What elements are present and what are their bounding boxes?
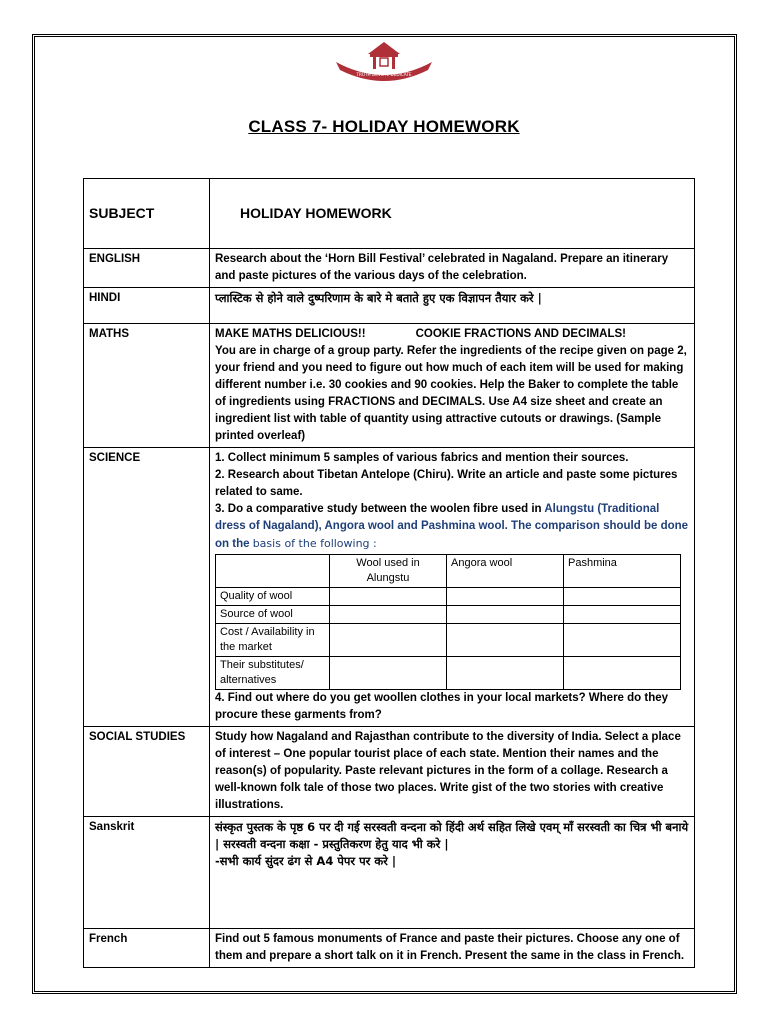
subject-social-studies: SOCIAL STUDIES xyxy=(84,727,210,817)
maths-headings xyxy=(215,326,689,343)
comparison-col-0 xyxy=(216,555,330,588)
comparison-cell xyxy=(564,588,681,606)
header-homework: HOLIDAY HOMEWORK xyxy=(210,179,695,249)
homework-french: Find out 5 famous monuments of France and paste their pictures. Choose any one of them and prepare a short talk on it in French. Present the same in the class in French. xyxy=(210,929,695,968)
comparison-row-label: Their substitutes/ alternatives xyxy=(216,657,330,690)
table-header-row xyxy=(84,179,695,249)
homework-sanskrit xyxy=(210,817,695,929)
row-hindi xyxy=(84,288,695,324)
comparison-cell xyxy=(564,657,681,690)
page-title: CLASS 7- HOLIDAY HOMEWORK xyxy=(248,117,520,136)
row-english xyxy=(84,249,695,288)
maths-heading-1: MAKE MATHS DELICIOUS!! xyxy=(215,328,366,340)
row-french xyxy=(84,929,695,968)
comparison-row xyxy=(216,624,681,657)
homework-science xyxy=(210,448,695,727)
subject-english: ENGLISH xyxy=(84,249,210,288)
comparison-col-1: Wool used in Alungstu xyxy=(330,555,447,588)
maths-text: You are in charge of a group party. Refer the ingredients of the recipe given on page 2, your friend and you need to figure out how much of each item will be used for making different number i.e. 30 cookies and 90 cookies. Help the Baker to complete the table of ingredients using FRACTIONS and DECIMALS. Use A4 size sheet and create an ingredient list with table of quantity using attractive cutouts or drawings. (Sample printed overleaf) xyxy=(215,345,687,442)
comparison-row xyxy=(216,657,681,690)
homework-table xyxy=(83,178,695,968)
comparison-cell xyxy=(447,657,564,690)
comparison-row xyxy=(216,606,681,624)
comparison-cell xyxy=(564,606,681,624)
comparison-row-label: Quality of wool xyxy=(216,588,330,606)
comparison-cell xyxy=(447,606,564,624)
row-sanskrit xyxy=(84,817,695,929)
science-item-3-a: 3. Do a comparative study between the woolen fibre used in xyxy=(215,503,545,515)
wool-comparison-table xyxy=(215,554,681,690)
comparison-header-row xyxy=(216,555,681,588)
science-item-3-c: basis of the following : xyxy=(252,537,377,550)
science-item-1: 1. Collect minimum 5 samples of various fabrics and mention their sources. xyxy=(215,452,629,464)
school-crest-icon xyxy=(328,40,440,84)
row-science xyxy=(84,448,695,727)
comparison-row-label: Cost / Availability in the market xyxy=(216,624,330,657)
comparison-cell xyxy=(447,588,564,606)
homework-hindi: प्लास्टिक से होने वाले दुष्परिणाम के बारे मे बताते हुए एक विज्ञापन तैयार करे | xyxy=(210,288,695,324)
row-maths xyxy=(84,324,695,448)
subject-maths: MATHS xyxy=(84,324,210,448)
comparison-col-3: Pashmina xyxy=(564,555,681,588)
subject-french: French xyxy=(84,929,210,968)
homework-english: Research about the ‘Horn Bill Festival’ celebrated in Nagaland. Prepare an itinerary and paste pictures of the various days of the celebration. xyxy=(210,249,695,288)
comparison-col-2: Angora wool xyxy=(447,555,564,588)
homework-social-studies: Study how Nagaland and Rajasthan contribute to the diversity of India. Select a place of interest – One popular tourist place of each state. Mention their names and the reason(s) of popularity. Paste relevant pictures in the form of a collage. Research a well-known folk tale of those two places. Write gist of the two stories with creative illustrations. xyxy=(210,727,695,817)
homework-maths xyxy=(210,324,695,448)
maths-heading-2: COOKIE FRACTIONS AND DECIMALS! xyxy=(415,328,626,340)
comparison-row-label: Source of wool xyxy=(216,606,330,624)
comparison-cell xyxy=(330,588,447,606)
science-item-3 xyxy=(215,501,689,553)
logo-motto: TRUTH DEVOTE DEDICATE xyxy=(356,72,412,77)
comparison-cell xyxy=(447,624,564,657)
row-social-studies xyxy=(84,727,695,817)
sanskrit-line-2: -सभी कार्य सुंदर ढंग से A4 पेपर पर करे | xyxy=(215,854,397,868)
science-item-3-b: Alungstu (Traditional dress of Nagaland), Angora wool and Pashmina wool. The comparison should be done on the xyxy=(215,503,689,550)
header-subject: SUBJECT xyxy=(84,179,210,249)
science-item-4: 4. Find out where do you get woollen clothes in your local markets? Where do they procure these garments from? xyxy=(215,692,669,721)
comparison-cell xyxy=(330,606,447,624)
comparison-cell xyxy=(330,624,447,657)
sanskrit-line-1: संस्कृत पुस्तक के पृष्ठ 6 पर दी गई सरस्वती वन्दना को हिंदी अर्थ सहित लिखे एवम् माँ सरस्वती का चित्र भी बनाये | सरस्वती वन्दना कक्षा - प्रस्तुतिकरण हेतु याद भी करे | xyxy=(215,820,689,851)
comparison-cell xyxy=(564,624,681,657)
comparison-row xyxy=(216,588,681,606)
science-item-2: 2. Research about Tibetan Antelope (Chiru). Write an article and paste some pictures related to same. xyxy=(215,469,678,498)
subject-hindi: HINDI xyxy=(84,288,210,324)
subject-sanskrit: Sanskrit xyxy=(84,817,210,929)
subject-science: SCIENCE xyxy=(84,448,210,727)
comparison-cell xyxy=(330,657,447,690)
